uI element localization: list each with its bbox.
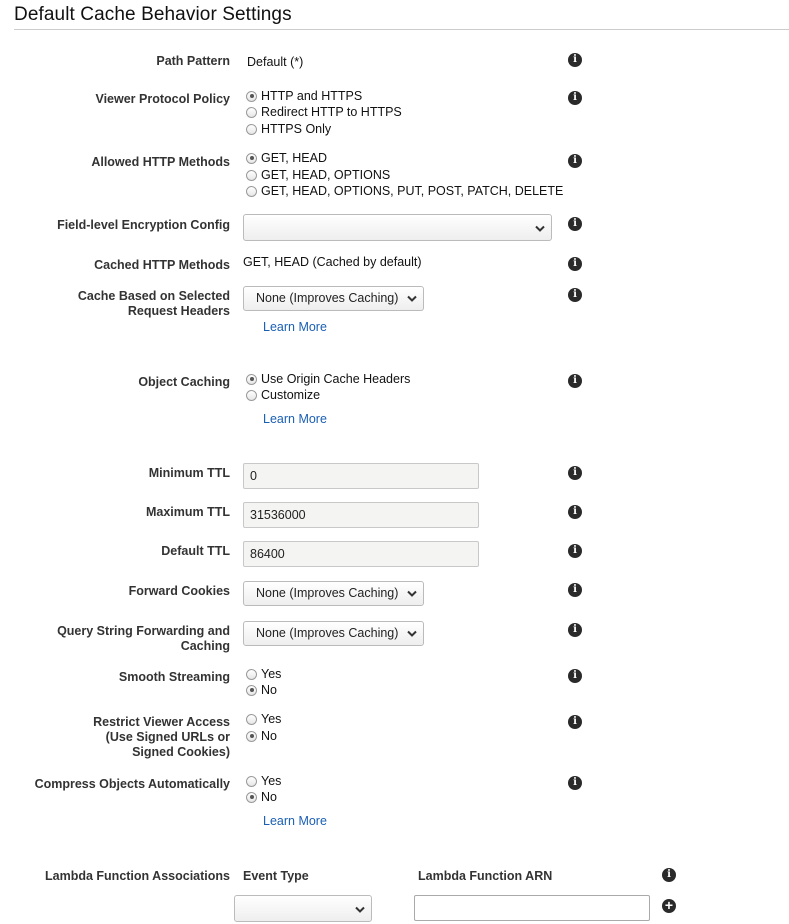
radio-button[interactable] bbox=[246, 731, 257, 742]
chevron-down-icon bbox=[355, 906, 363, 914]
radio-button[interactable] bbox=[246, 91, 257, 102]
maximum-ttl-label: Maximum TTL bbox=[145, 505, 230, 519]
radio-label: Yes bbox=[261, 774, 282, 788]
radio-label: Yes bbox=[261, 712, 282, 726]
radio-button[interactable] bbox=[246, 170, 257, 181]
plus-icon[interactable]: + bbox=[662, 899, 676, 913]
radio-restrict-viewer-no[interactable] bbox=[246, 728, 277, 744]
radio-use-origin-cache-headers[interactable] bbox=[246, 371, 410, 387]
radio-label: HTTP and HTTPS bbox=[261, 89, 363, 103]
minimum-ttl-label: Minimum TTL bbox=[148, 466, 230, 480]
info-icon[interactable]: i bbox=[568, 669, 582, 683]
info-icon[interactable]: i bbox=[568, 776, 582, 790]
info-icon[interactable]: i bbox=[568, 288, 582, 302]
radio-button[interactable] bbox=[246, 669, 257, 680]
info-icon[interactable]: i bbox=[568, 544, 582, 558]
field-level-encryption-label: Field-level Encryption Config bbox=[57, 218, 230, 232]
cached-http-methods-value: GET, HEAD (Cached by default) bbox=[243, 255, 422, 269]
info-icon[interactable]: i bbox=[568, 583, 582, 597]
radio-label: Redirect HTTP to HTTPS bbox=[261, 105, 402, 119]
restrict-viewer-label-line2: (Use Signed URLs or bbox=[105, 730, 230, 744]
select-value: None (Improves Caching) bbox=[256, 586, 399, 600]
cached-http-methods-label: Cached HTTP Methods bbox=[94, 258, 230, 272]
field-level-encryption-select[interactable] bbox=[243, 214, 552, 241]
radio-https-only[interactable] bbox=[246, 121, 331, 137]
info-icon[interactable]: i bbox=[662, 868, 676, 882]
radio-label: Customize bbox=[261, 388, 321, 402]
radio-button[interactable] bbox=[246, 792, 257, 803]
radio-button[interactable] bbox=[246, 390, 257, 401]
restrict-viewer-label-line3: Signed Cookies) bbox=[132, 745, 230, 759]
info-icon[interactable]: i bbox=[568, 217, 582, 231]
path-pattern-label: Path Pattern bbox=[156, 54, 230, 68]
info-icon[interactable]: i bbox=[568, 53, 582, 67]
radio-customize[interactable] bbox=[246, 387, 320, 403]
info-icon[interactable]: i bbox=[568, 154, 582, 168]
path-pattern-value: Default (*) bbox=[247, 55, 304, 69]
forward-cookies-label: Forward Cookies bbox=[128, 584, 230, 598]
radio-http-and-https[interactable] bbox=[246, 88, 362, 104]
chevron-down-icon bbox=[535, 225, 543, 233]
event-type-header: Event Type bbox=[243, 869, 309, 883]
radio-compress-yes[interactable] bbox=[246, 773, 281, 789]
forward-cookies-select[interactable] bbox=[243, 581, 424, 606]
radio-redirect-http-to-https[interactable] bbox=[246, 104, 402, 120]
radio-button[interactable] bbox=[246, 186, 257, 197]
info-icon[interactable]: i bbox=[568, 466, 582, 480]
info-icon[interactable]: i bbox=[568, 623, 582, 637]
radio-smooth-streaming-no[interactable] bbox=[246, 682, 277, 698]
page-title: Default Cache Behavior Settings bbox=[14, 4, 292, 25]
radio-label: No bbox=[261, 683, 277, 697]
radio-button[interactable] bbox=[246, 776, 257, 787]
viewer-protocol-policy-label: Viewer Protocol Policy bbox=[95, 92, 230, 106]
cache-headers-label-line1: Cache Based on Selected bbox=[77, 289, 230, 303]
radio-label: HTTPS Only bbox=[261, 122, 332, 136]
lambda-arn-header: Lambda Function ARN bbox=[418, 869, 553, 883]
query-string-label-line1: Query String Forwarding and bbox=[57, 624, 230, 638]
query-string-label-line2: Caching bbox=[180, 639, 230, 653]
select-value: None (Improves Caching) bbox=[256, 291, 399, 305]
cache-headers-label-line2: Request Headers bbox=[127, 304, 230, 318]
lambda-associations-label: Lambda Function Associations bbox=[45, 869, 230, 883]
chevron-down-icon bbox=[407, 295, 415, 303]
radio-get-head[interactable] bbox=[246, 150, 327, 166]
radio-compress-no[interactable] bbox=[246, 789, 277, 805]
radio-button[interactable] bbox=[246, 374, 257, 385]
radio-label: Use Origin Cache Headers bbox=[261, 372, 411, 386]
allowed-http-methods-label: Allowed HTTP Methods bbox=[91, 155, 230, 169]
info-icon[interactable]: i bbox=[568, 91, 582, 105]
restrict-viewer-label-line1: Restrict Viewer Access bbox=[93, 715, 230, 729]
radio-smooth-streaming-yes[interactable] bbox=[246, 666, 281, 682]
select-value: None (Improves Caching) bbox=[256, 626, 399, 640]
radio-button[interactable] bbox=[246, 107, 257, 118]
default-ttl-label: Default TTL bbox=[161, 544, 230, 558]
chevron-down-icon bbox=[407, 630, 415, 638]
info-icon[interactable]: i bbox=[568, 715, 582, 729]
radio-button[interactable] bbox=[246, 153, 257, 164]
query-string-select[interactable] bbox=[243, 621, 424, 646]
radio-label: No bbox=[261, 790, 277, 804]
radio-label: Yes bbox=[261, 667, 282, 681]
lambda-arn-input[interactable] bbox=[414, 895, 650, 921]
radio-button[interactable] bbox=[246, 685, 257, 696]
radio-label: GET, HEAD bbox=[261, 151, 327, 165]
minimum-ttl-input[interactable]: 0 bbox=[243, 463, 479, 489]
compress-objects-label: Compress Objects Automatically bbox=[34, 777, 230, 791]
radio-get-head-options[interactable] bbox=[246, 167, 390, 183]
learn-more-link[interactable]: Learn More bbox=[263, 814, 327, 828]
info-icon[interactable]: i bbox=[568, 374, 582, 388]
object-caching-label: Object Caching bbox=[138, 375, 230, 389]
radio-label: GET, HEAD, OPTIONS bbox=[261, 168, 391, 182]
cache-headers-select[interactable] bbox=[243, 286, 424, 311]
radio-all-methods[interactable] bbox=[246, 183, 563, 199]
chevron-down-icon bbox=[407, 590, 415, 598]
info-icon[interactable]: i bbox=[568, 257, 582, 271]
smooth-streaming-label: Smooth Streaming bbox=[118, 670, 230, 684]
maximum-ttl-input[interactable]: 31536000 bbox=[243, 502, 479, 528]
radio-button[interactable] bbox=[246, 124, 257, 135]
radio-restrict-viewer-yes[interactable] bbox=[246, 711, 281, 727]
radio-label: No bbox=[261, 729, 277, 743]
event-type-select[interactable] bbox=[234, 895, 372, 922]
learn-more-link[interactable]: Learn More bbox=[263, 320, 327, 334]
title-divider bbox=[14, 29, 789, 30]
info-icon[interactable]: i bbox=[568, 505, 582, 519]
default-ttl-input[interactable]: 86400 bbox=[243, 541, 479, 567]
radio-label: GET, HEAD, OPTIONS, PUT, POST, PATCH, DELETE bbox=[261, 184, 564, 198]
radio-button[interactable] bbox=[246, 714, 257, 725]
learn-more-link[interactable]: Learn More bbox=[263, 412, 327, 426]
